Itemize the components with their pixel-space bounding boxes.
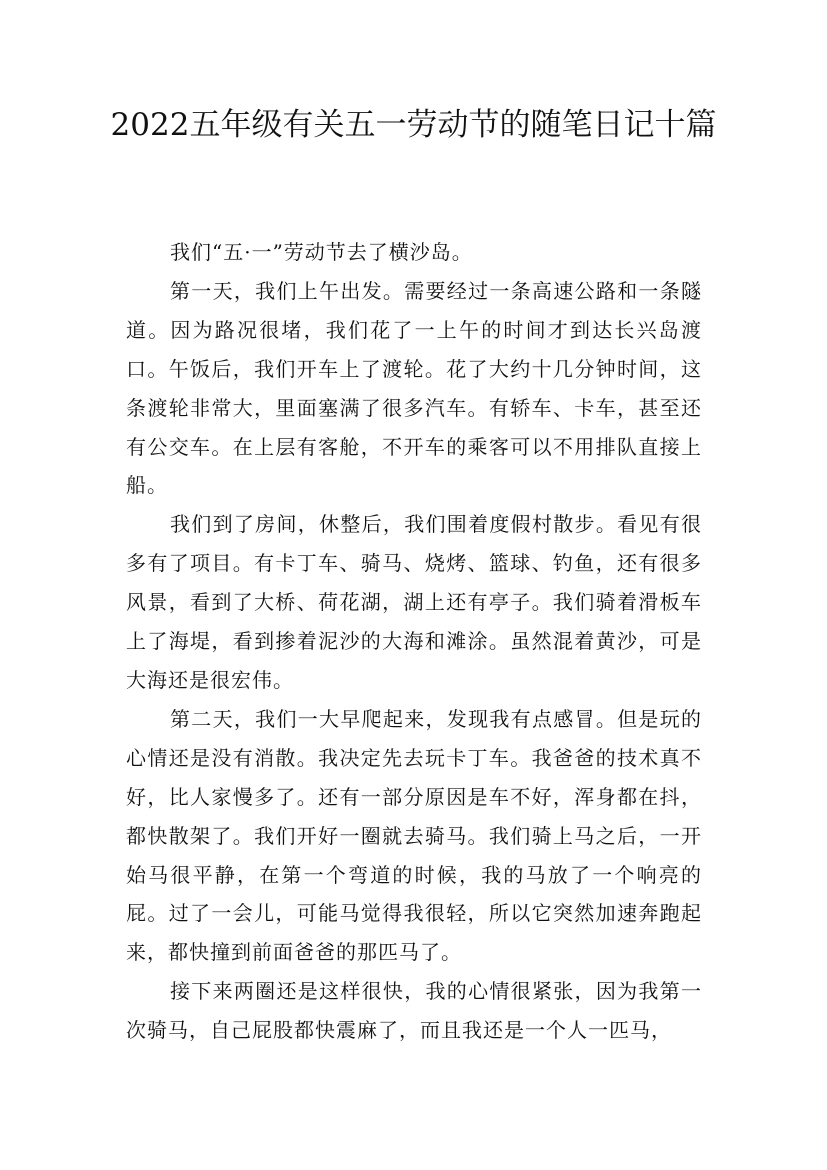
paragraph: 接下来两圈还是这样很快，我的心情很紧张，因为我第一次骑马，自己屁股都快震麻了，而且我还是一个人一匹马， xyxy=(126,979,702,1043)
paragraph: 第二天，我们一大早爬起来，发现我有点感冒。但是玩的心情还是没有消散。我决定先去玩卡丁车。我爸爸的技术真不好，比人家慢多了。还有一部分原因是车不好，浑身都在抖，都快散架了。我们开好一圈就去骑马。我们骑上马之后，一开始马很平静，在第一个弯道的时候，我的马放了一个响亮的屁。过了一会儿，可能马觉得我很轻，所以它突然加速奔跑起来，都快撞到前面爸爸的那匹马了。 xyxy=(126,706,702,965)
paragraph: 第一天，我们上午出发。需要经过一条高速公路和一条隧道。因为路况很堵，我们花了一上午的时间才到达长兴岛渡口。午饭后，我们开车上了渡轮。花了大约十几分钟时间，这条渡轮非常大，里面塞满了很多汽车。有轿车、卡车，甚至还有公交车。在上层有客舱，不开车的乘客可以不用排队直接上船。 xyxy=(126,278,702,498)
paragraph: 我们到了房间，休整后，我们围着度假村散步。看见有很多有了项目。有卡丁车、骑马、烧烤、篮球、钓鱼，还有很多风景，看到了大桥、荷花湖，湖上还有亭子。我们骑着滑板车上了海堤，看到掺着泥沙的大海和滩涂。虽然混着黄沙，可是大海还是很宏伟。 xyxy=(126,512,702,692)
paragraph: 我们“五·一”劳动节去了横沙岛。 xyxy=(170,240,473,264)
document-title: 2022五年级有关五一劳动节的随笔日记十篇 xyxy=(110,107,717,143)
document-body xyxy=(126,233,702,1050)
